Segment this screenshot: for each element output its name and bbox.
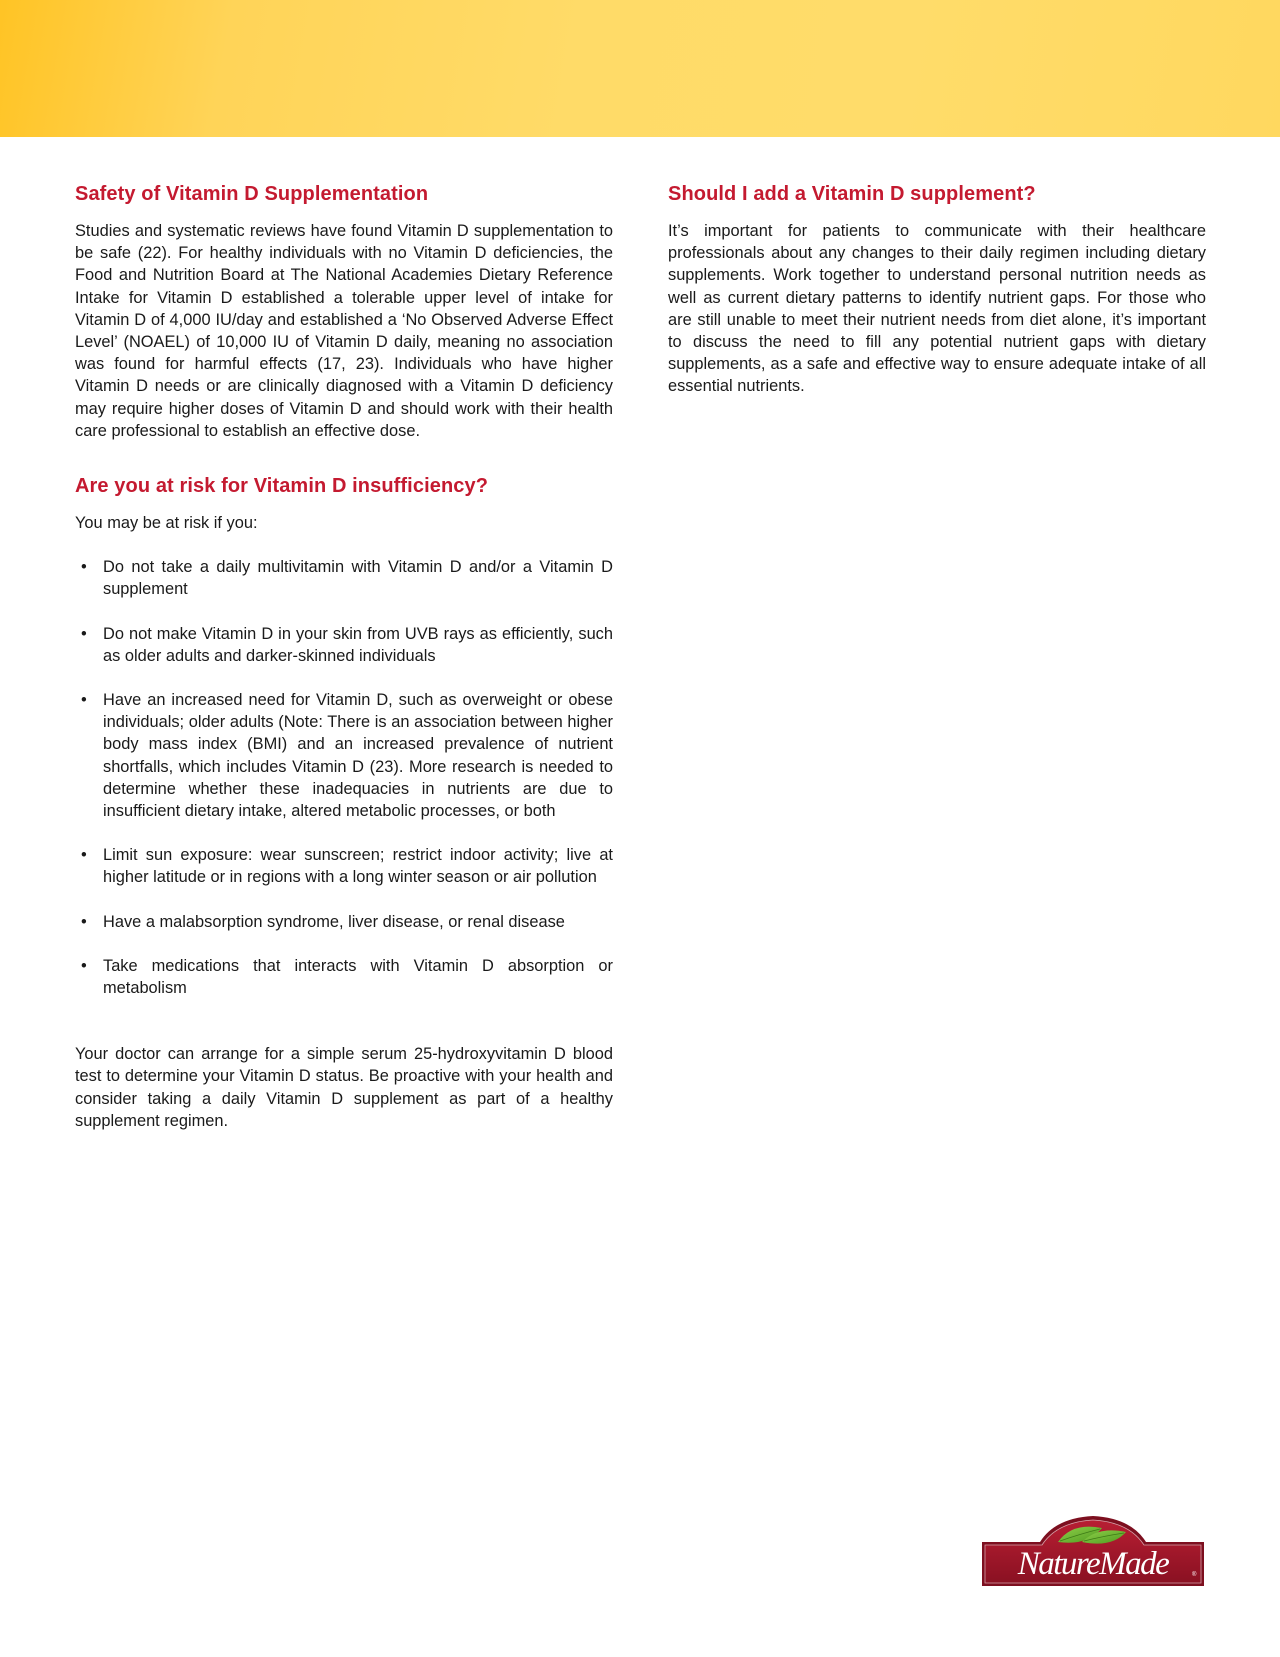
svg-text:NatureMade: NatureMade <box>1017 1546 1169 1582</box>
risk-list-item <box>75 556 613 600</box>
risk-section-title: Are you at risk for Vitamin D insufficiency? <box>75 475 489 498</box>
supplement-section <box>668 180 1206 398</box>
risk-item-text: Take medications that interacts with Vitamin D absorption or metabolism <box>103 956 613 998</box>
risk-list-item <box>75 911 613 933</box>
bullet-icon: • <box>81 624 87 643</box>
svg-text:®: ® <box>1192 1572 1197 1578</box>
naturemade-logo <box>980 1512 1206 1588</box>
risk-item-text: Have an increased need for Vitamin D, such as overweight or obese individuals; older adults (Note: There is an association between higher body mass index (BMI) and an increased prevalence of nutrient shortfalls, which includes Vitamin D (23). More research is needed to determine whether these inadequacies in nutrients are due to insufficient dietary intake, altered metabolic processes, or both <box>103 691 613 821</box>
risk-item-text: Do not take a daily multivitamin with Vitamin D and/or a Vitamin D supplement <box>103 558 613 599</box>
right-column <box>668 180 1206 398</box>
risk-list-item <box>75 623 613 667</box>
risk-item-text: Do not make Vitamin D in your skin from UVB rays as efficiently, such as older adults and darker-skinned individuals <box>103 624 613 665</box>
bullet-icon: • <box>81 912 87 931</box>
supplement-section-body: It’s important for patients to communicate with their healthcare professionals about any changes to their daily regimen including dietary supplements. Work together to understand personal nutrition needs as well as current dietary patterns to identify nutrient gaps. For those who are still unable to meet their nutrient needs from diet alone, it’s important to discuss the need to fill any potential nutrient gaps with dietary supplements, as a safe and effective way to ensure adequate intake of all essential nutrients. <box>668 222 1206 396</box>
bullet-icon: • <box>81 558 87 577</box>
bullet-icon: • <box>81 691 87 710</box>
safety-section-title: Safety of Vitamin D Supplementation <box>75 183 429 205</box>
supplement-section-title: Should I add a Vitamin D supplement? <box>668 183 1036 205</box>
risk-section-closing: Your doctor can arrange for a simple serum 25-hydroxyvitamin D blood test to determine your Vitamin D status. Be proactive with your health and consider taking a daily Vitamin D supplement as part of a healthy supplement regimen. <box>75 1045 613 1130</box>
risk-item-text: Have a malabsorption syndrome, liver disease, or renal disease <box>103 912 565 931</box>
risk-list-item <box>75 844 613 888</box>
risk-list-item <box>75 955 613 999</box>
header-band <box>0 0 1280 137</box>
bullet-icon: • <box>81 956 87 975</box>
risk-section-intro: You may be at risk if you: <box>75 514 258 533</box>
left-column <box>75 180 613 1132</box>
section-spacer <box>75 442 613 472</box>
bullet-icon: • <box>81 846 87 865</box>
risk-list <box>75 556 613 999</box>
safety-section <box>75 180 613 442</box>
safety-section-body: Studies and systematic reviews have found Vitamin D supplementation to be safe (22). For healthy individuals with no Vitamin D deficiencies, the Food and Nutrition Board at The National Academies Dietary Reference Intake for Vitamin D established a tolerable upper level of intake for Vitamin D of 4,000 IU/day and established a ‘No Observed Adverse Effect Level’ (NOAEL) of 10,000 IU of Vitamin D daily, meaning no association was found for harmful effects (17, 23). Individuals who have higher Vitamin D needs or are clinically diagnosed with a Vitamin D deficiency may require higher doses of Vitamin D and should work with their health care professional to establish an effective dose. <box>75 222 613 440</box>
risk-section <box>75 472 613 1132</box>
risk-list-item <box>75 689 613 822</box>
risk-item-text: Limit sun exposure: wear sunscreen; restrict indoor activity; live at higher latitude or in regions with a long winter season or air pollution <box>103 846 613 887</box>
